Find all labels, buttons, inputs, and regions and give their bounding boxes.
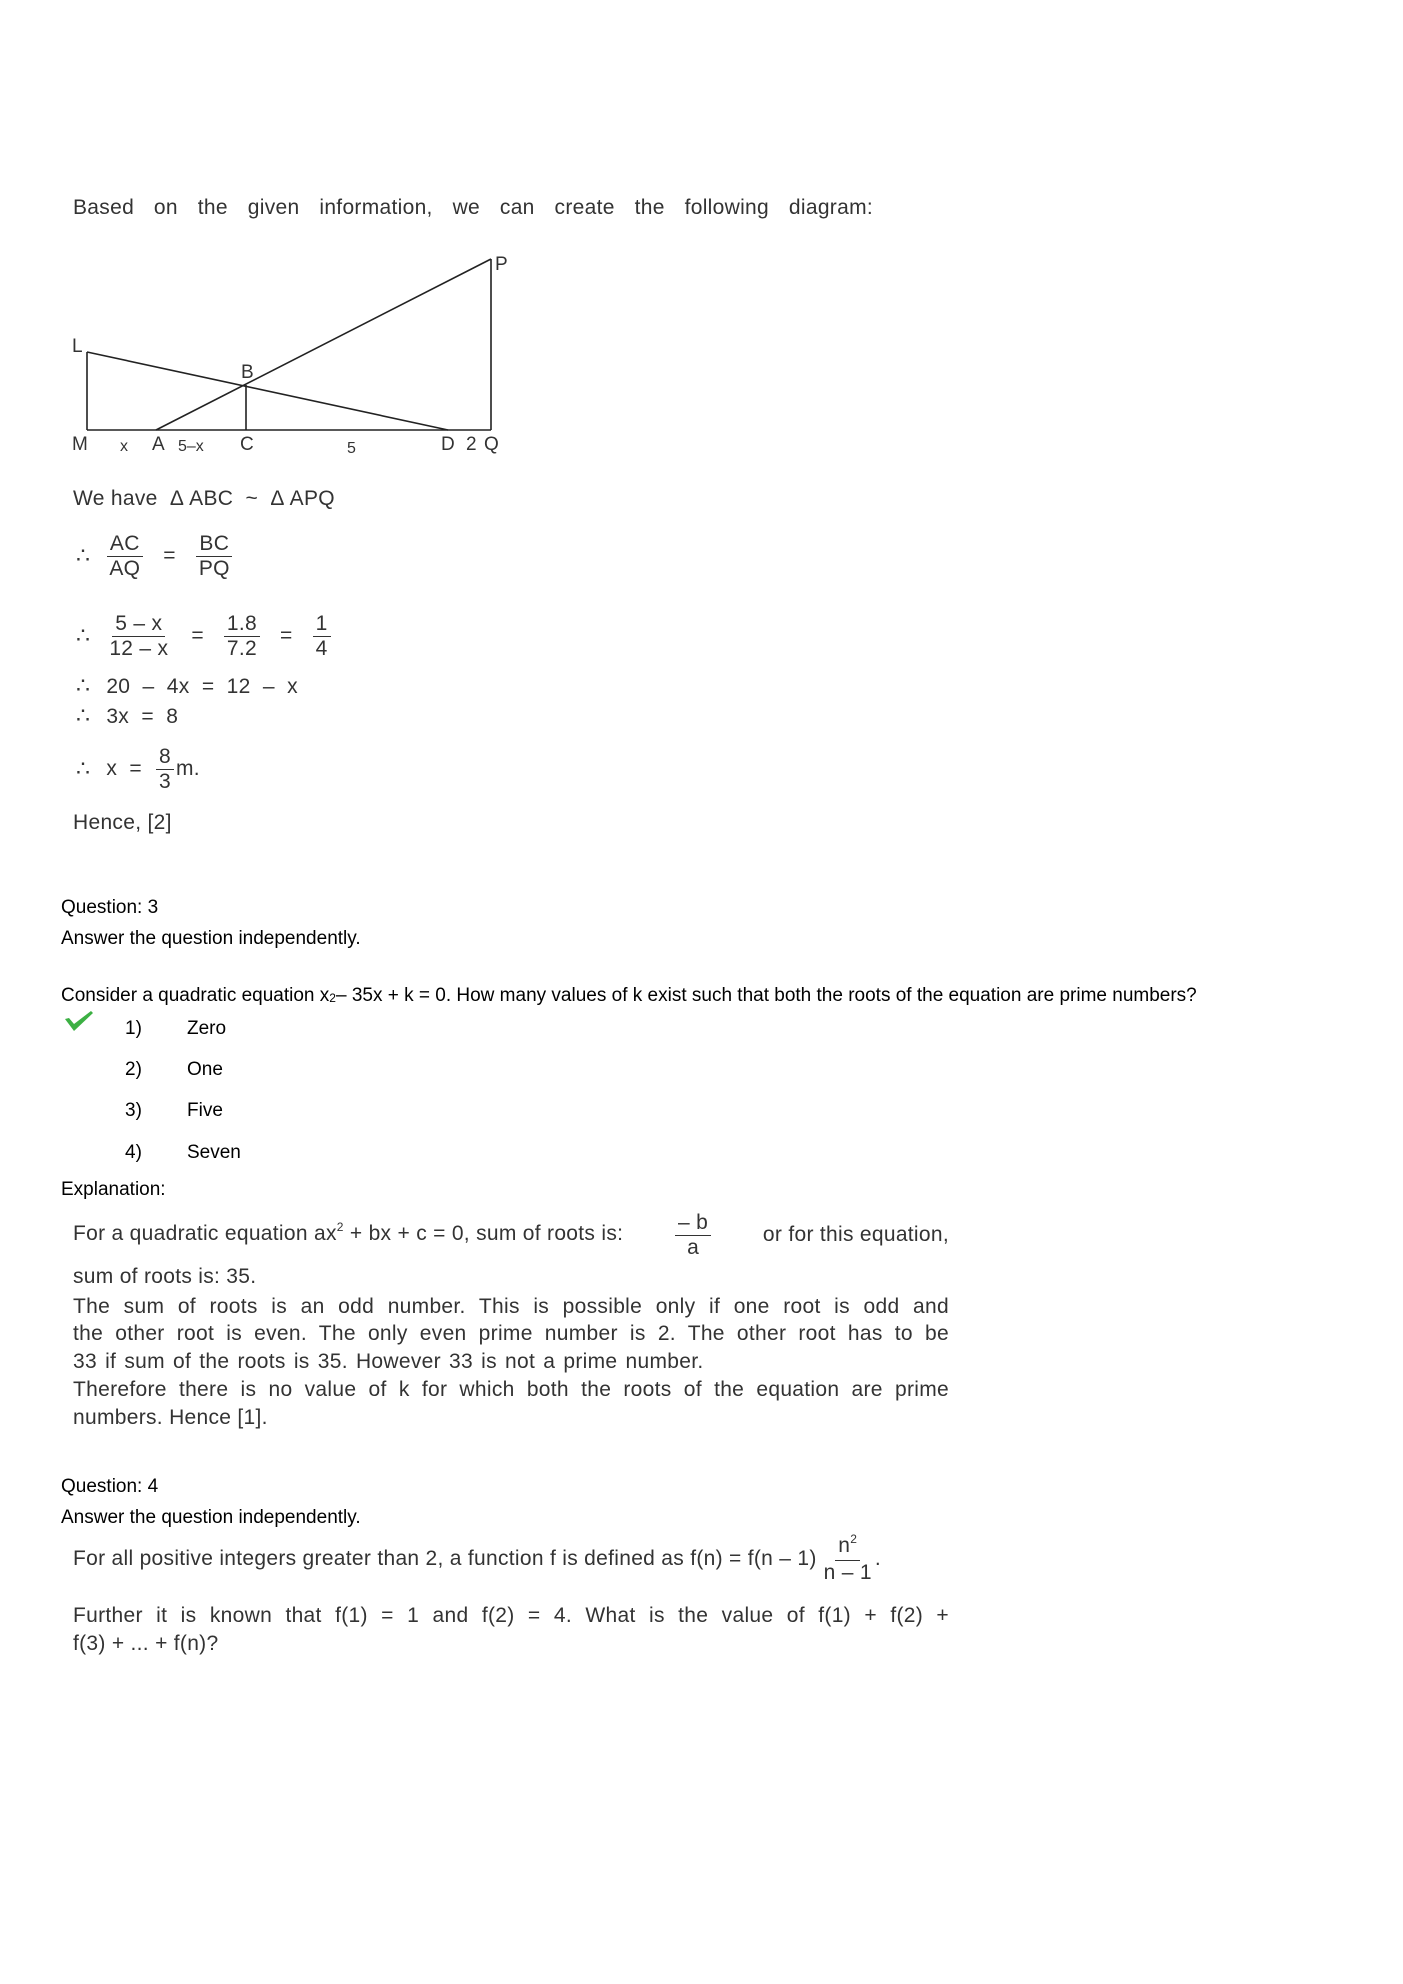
question-stem-line	[73, 1529, 881, 1589]
explanation-line: The sum of roots is an odd number. This is possible only if one root is odd and	[73, 1295, 949, 1318]
equation-expression: 3x = 8	[106, 705, 179, 728]
explanation-line: 33 if sum of the roots is 35. However 33 is not a prime number.	[73, 1350, 704, 1373]
stem-exponent: 2	[329, 991, 336, 1005]
numerator: BC	[196, 532, 232, 557]
stem-text: Consider a quadratic equation x	[61, 985, 330, 1006]
fraction-1-8-over-7-2	[224, 612, 260, 661]
check-icon	[64, 1010, 94, 1032]
text-part: + bx + c = 0, sum of roots is:	[343, 1222, 624, 1245]
diagram-label-cd: 5	[347, 440, 356, 457]
option-number: 4)	[125, 1142, 142, 1163]
numerator: – b	[675, 1211, 711, 1236]
denominator: AQ	[109, 556, 141, 580]
diagram-label-dq: 2	[466, 434, 477, 455]
numerator: AC	[107, 532, 143, 557]
explanation-text	[73, 1222, 623, 1248]
equals-sign: =	[280, 624, 293, 647]
diagram-label-b: B	[241, 362, 254, 383]
numerator: 1.8	[224, 612, 260, 637]
equals-sign: =	[163, 544, 176, 567]
numerator: 8	[156, 745, 174, 770]
equation-substitution	[76, 606, 331, 666]
equation-expression: 20 – 4x = 12 – x	[106, 675, 298, 698]
explanation-label: Explanation:	[61, 1179, 166, 1200]
denominator: 3	[158, 769, 171, 793]
denominator: a	[687, 1235, 700, 1259]
diagram-label-m: M	[72, 434, 88, 455]
exponent: 2	[850, 1531, 858, 1546]
equation-lhs: x =	[106, 757, 142, 780]
unit-label: m.	[175, 757, 200, 780]
diagram-line-ap	[156, 259, 491, 430]
explanation-line	[73, 1205, 949, 1265]
option-text[interactable]: Five	[187, 1100, 223, 1121]
option-number: 1)	[125, 1018, 142, 1039]
equals-sign: =	[191, 624, 204, 647]
explanation-line: Therefore there is no value of k for which both the roots of the equation are prime	[73, 1378, 949, 1401]
denominator: n – 1	[823, 1560, 872, 1584]
diagram-label-ma: x	[120, 438, 128, 455]
equation-simplified	[76, 704, 178, 729]
fraction-bc-pq	[196, 532, 233, 581]
fraction-minus-b-over-a	[675, 1211, 711, 1260]
diagram-label-d: D	[441, 434, 455, 455]
question-stem-line: f(3) + ... + f(n)?	[73, 1632, 219, 1655]
therefore-symbol: ∴	[76, 703, 91, 728]
option-text[interactable]: Seven	[187, 1142, 241, 1163]
denominator: 12 – x	[109, 636, 169, 660]
numerator	[835, 1531, 860, 1561]
equation-linear	[76, 674, 298, 699]
question-stem	[61, 985, 1197, 1008]
explanation-text: or for this equation,	[762, 1223, 949, 1246]
equation-ratio	[76, 526, 233, 586]
therefore-symbol: ∴	[76, 623, 91, 648]
diagram-label-a: A	[152, 434, 165, 455]
option-number: 3)	[125, 1100, 142, 1121]
diagram-label-p: P	[495, 254, 508, 275]
explanation-line: the other root is even. The only even prime number is 2. The other root has to be	[73, 1322, 949, 1345]
fraction-n-squared-over-n-minus-1	[821, 1531, 875, 1585]
diagram-label-ac: 5–x	[178, 438, 204, 455]
option-text[interactable]: One	[187, 1059, 223, 1080]
diagram-label-q: Q	[484, 434, 499, 455]
question-instruction: Answer the question independently.	[61, 1507, 361, 1528]
stem-text: .	[874, 1547, 882, 1570]
equation-result	[76, 739, 200, 799]
similar-triangles-diagram	[60, 240, 530, 465]
diagram-label-l: L	[72, 336, 83, 357]
option-number: 2)	[125, 1059, 142, 1080]
numerator-base: n	[838, 1533, 851, 1557]
explanation-line: sum of roots is: 35.	[73, 1265, 257, 1288]
fraction-ac-aq	[106, 532, 143, 581]
stem-text: – 35x + k = 0. How many values of k exist such that both the roots of the equation are prime numbers?	[335, 985, 1197, 1006]
question-number: Question: 3	[61, 897, 159, 918]
question-instruction: Answer the question independently.	[61, 928, 361, 949]
therefore-symbol: ∴	[76, 543, 91, 568]
question-number: Question: 4	[61, 1476, 159, 1497]
explanation-line: numbers. Hence [1].	[73, 1406, 268, 1429]
similarity-statement: We have Δ ABC ~ Δ APQ	[73, 487, 335, 510]
solution-intro: Based on the given information, we can create the following diagram:	[73, 196, 873, 219]
therefore-symbol: ∴	[76, 673, 91, 698]
denominator: 4	[315, 636, 328, 660]
denominator: 7.2	[226, 636, 257, 660]
solution-conclusion: Hence, [2]	[73, 811, 172, 834]
numerator: 5 – x	[112, 612, 165, 637]
question-stem-line: Further it is known that f(1) = 1 and f(2) = 4. What is the value of f(1) + f(2) +	[73, 1604, 949, 1627]
option-text[interactable]: Zero	[187, 1018, 227, 1039]
text-part: For a quadratic equation ax	[73, 1222, 337, 1245]
fraction-1-over-4	[313, 612, 331, 661]
stem-text: For all positive integers greater than 2, a function f is defined as f(n) = f(n – 1)	[73, 1547, 817, 1570]
diagram-label-c: C	[240, 434, 254, 455]
fraction-8-over-3	[156, 745, 174, 794]
fraction-5-minus-x	[106, 612, 171, 661]
denominator: PQ	[198, 556, 230, 580]
numerator: 1	[313, 612, 331, 637]
diagram-line-ld	[87, 352, 448, 430]
therefore-symbol: ∴	[76, 756, 91, 781]
exponent: 2	[336, 1220, 344, 1234]
